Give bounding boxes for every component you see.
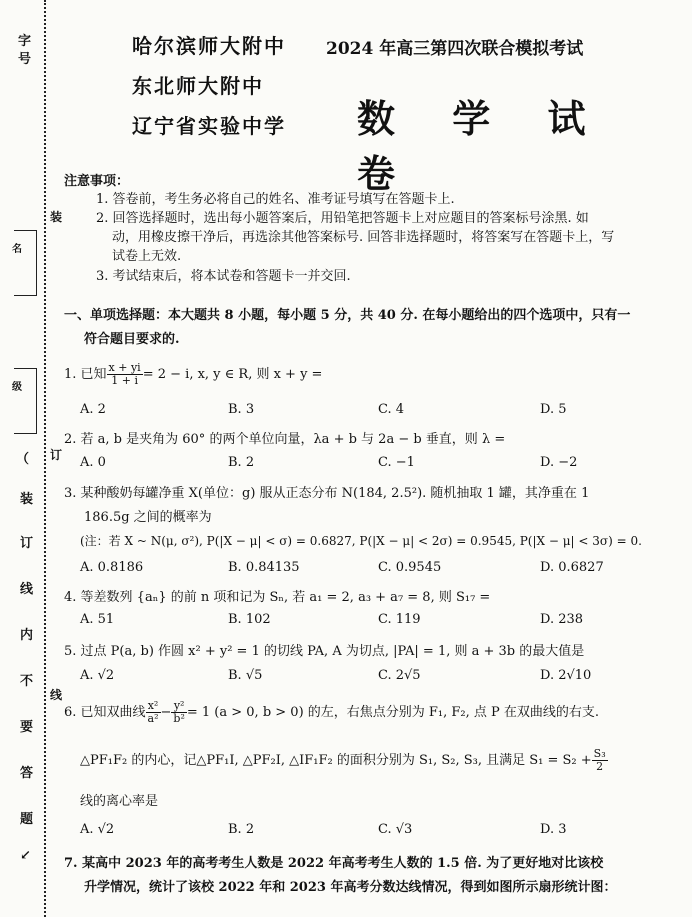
question-2-stem: 2. 若 a, b 是夹角为 60° 的两个单位向量，λa + b 与 2a − b 垂直，则 λ =: [64, 432, 506, 447]
school-name-1: 哈尔滨师大附中: [132, 34, 286, 58]
side-label-xian: 线: [50, 688, 63, 702]
q1-fraction: $\frac{x + yi}{1 + i}$: [108, 361, 141, 387]
binding-char-4: 内: [20, 628, 34, 643]
notice-line-5: 3. 考试结束后，将本试卷和答题卡一并交回.: [96, 269, 351, 284]
question-6-stem-line3: 线的离心率是: [80, 794, 159, 809]
q4-option-c: C. 119: [378, 612, 421, 627]
q2-option-c: C. −1: [378, 455, 415, 470]
binding-char-8: 题: [20, 812, 34, 827]
subject-title: 数 学 试 卷: [357, 96, 608, 196]
question-3-note: (注：若 X ~ N(μ, σ²), P(|X − μ| < σ) = 0.6827, P(|X − μ| < 2σ) = 0.9545, P(|X − μ| < 3σ) = 0.: [80, 534, 642, 548]
question-6-stem-line1: 6. 已知双曲线 $\frac{\text{x²}}{\text{a²}}$ − $\frac{\text{y²}}{\text{b²}}$ = 1 (a > 0, b > 0) 的左，右焦点分别为 F₁, F₂, 点 P 在双曲线的右支.: [64, 699, 600, 725]
margin-label-zi: 字: [18, 34, 32, 49]
binding-char-6: 要: [20, 720, 34, 735]
q1-option-c: C. 4: [378, 402, 405, 417]
q2-option-d: D. −2: [540, 455, 578, 470]
question-3-stem-line2: 186.5g 之间的概率为: [84, 510, 212, 525]
margin-small-mark-2: 级: [12, 382, 22, 393]
section1-heading-line1: 一、单项选择题：本大题共 8 小题，每小题 5 分，共 40 分. 在每小题给出的四个选项中，只有一: [64, 308, 631, 323]
margin-small-mark-4: ↙: [20, 848, 31, 863]
binding-char-2: 订: [20, 536, 34, 551]
q3-option-b: B. 0.84135: [228, 560, 300, 575]
q2-option-a: A. 0: [80, 455, 106, 470]
question-4-stem: 4. 等差数列 {aₙ} 的前 n 项和记为 Sₙ, 若 a₁ = 2, a₃ + a₇ = 8, 则 S₁₇ =: [64, 590, 491, 605]
q5-option-b: B. √5: [228, 668, 263, 683]
q5-option-a: A. √2: [80, 668, 115, 683]
binding-char-7: 答: [20, 766, 34, 781]
q6-option-c: C. √3: [378, 822, 413, 837]
q1-option-a: A. 2: [80, 402, 106, 417]
school-name-2: 东北师大附中: [132, 74, 264, 98]
q5-option-c: C. 2√5: [378, 668, 421, 683]
notice-line-3: 动，用橡皮擦干净后，再选涂其他答案标号. 回答非选择题时，将答案写在答题卡上，写: [112, 230, 615, 245]
side-label-zhuang: 装: [50, 210, 63, 224]
q6-option-a: A. √2: [80, 822, 115, 837]
binding-char-5: 不: [20, 674, 34, 689]
q6-fraction-y: $\frac{\text{y²}}{\text{b²}}$: [173, 699, 185, 725]
notice-line-2: 2. 回答选择题时，选出每小题答案后，用铅笔把答题卡上对应题目的答案标号涂黑. 如: [96, 211, 589, 226]
q1-option-d: D. 5: [540, 402, 567, 417]
q3-option-a: A. 0.8186: [80, 560, 144, 575]
margin-small-mark-3: （: [16, 452, 30, 467]
q6-fraction-x: $\frac{\text{x²}}{\text{a²}}$: [147, 699, 159, 725]
notice-title: 注意事项：: [64, 174, 130, 189]
q5-option-d: D. 2√10: [540, 668, 592, 683]
question-5-stem: 5. 过点 P(a, b) 作圆 x² + y² = 1 的切线 PA, A 为切点, |PA| = 1, 则 a + 3b 的最大值是: [64, 644, 585, 659]
margin-small-mark-1: 名: [12, 244, 22, 255]
question-6-stem-line2: △PF₁F₂ 的内心，记△PF₁I, △PF₂I, △IF₁F₂ 的面积分别为 S₁, S₂, S₃, 且满足 S₁ = S₂ + $\frac{\text{S₃}}{2}$: [80, 747, 606, 773]
question-1-stem: 1. 已知 $\frac{x + yi}{1 + i}$ = 2 − i, x, y ∈ R, 则 x + y =: [64, 361, 323, 387]
school-name-3: 辽宁省实验中学: [132, 114, 286, 138]
q4-option-b: B. 102: [228, 612, 271, 627]
question-7-stem-line2: 升学情况，统计了该校 2022 年和 2023 年高考分数达线情况，得到如图所示扇形统计图：: [84, 880, 617, 895]
question-7-stem-line1: 7. 某高中 2023 年的高考考生人数是 2022 年高考考生人数的 1.5 倍. 为了更好地对比该校: [64, 856, 604, 871]
q6-fraction-s3: $\frac{\text{S₃}}{2}$: [593, 747, 606, 773]
question-3-stem-line1: 3. 某种酸奶每罐净重 X(单位：g) 服从正态分布 N(184, 2.5²). 随机抽取 1 罐，其净重在 1: [64, 486, 590, 501]
q6-option-d: D. 3: [540, 822, 567, 837]
q4-option-d: D. 238: [540, 612, 584, 627]
side-label-ding: 订: [50, 448, 63, 462]
q3-option-c: C. 0.9545: [378, 560, 442, 575]
q3-option-d: D. 0.6827: [540, 560, 604, 575]
binding-char-1: 装: [20, 492, 34, 507]
margin-label-hao: 号: [18, 52, 32, 67]
exam-title: 2024 年高三第四次联合模拟考试: [326, 39, 584, 59]
q6-option-b: B. 2: [228, 822, 255, 837]
section1-heading-line2: 符合题目要求的.: [84, 332, 180, 347]
binding-char-3: 线: [20, 582, 34, 597]
q1-option-b: B. 3: [228, 402, 255, 417]
binding-dotted-line: [44, 0, 46, 917]
notice-line-1: 1. 答卷前，考生务必将自己的姓名、准考证号填写在答题卡上.: [96, 192, 455, 207]
q4-option-a: A. 51: [80, 612, 115, 627]
q2-option-b: B. 2: [228, 455, 255, 470]
notice-line-4: 试卷上无效.: [112, 249, 182, 264]
